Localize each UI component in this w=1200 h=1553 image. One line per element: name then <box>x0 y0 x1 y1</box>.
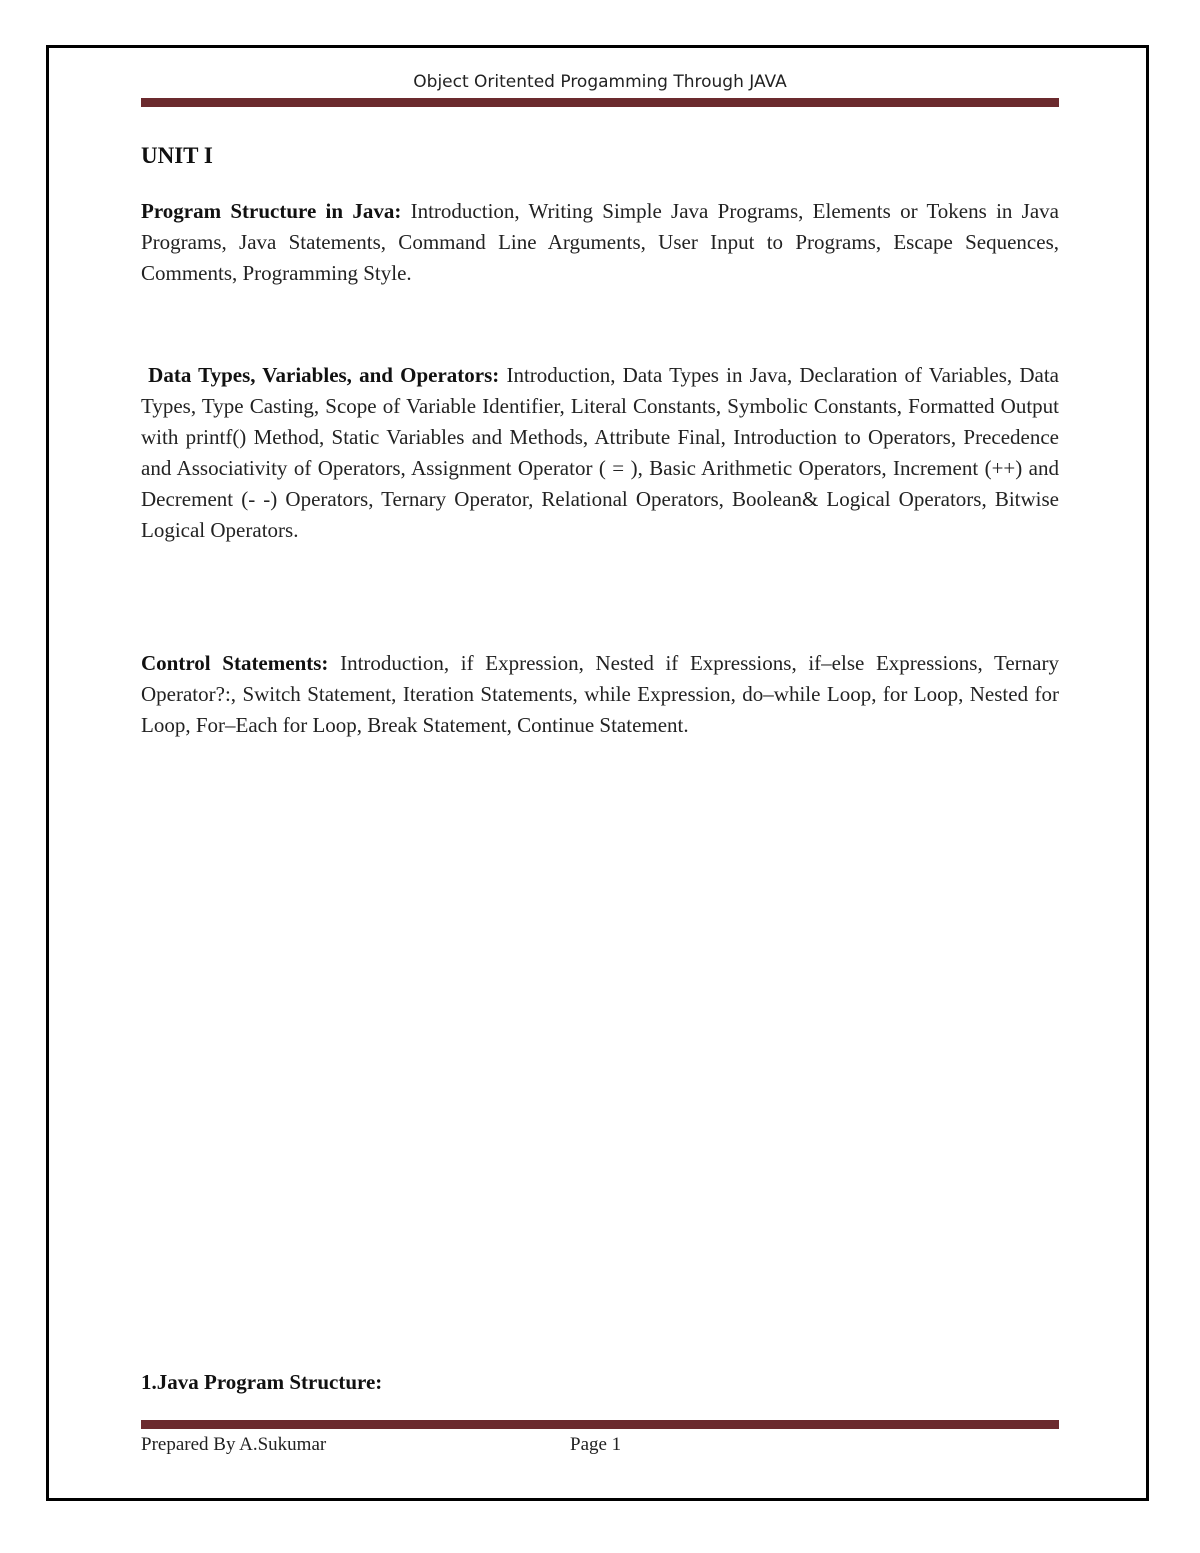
paragraph-label: Program Structure in Java: <box>141 199 402 223</box>
footer-prepared-by: Prepared By A.Sukumar <box>141 1434 327 1455</box>
paragraph-label: Data Types, Variables, and Operators: <box>148 363 500 387</box>
footer-page-number: Page 1 <box>570 1434 622 1455</box>
header-title: Object Oritented Progamming Through JAVA <box>413 72 787 92</box>
paragraph-text: Introduction, if Expression, Nested if Expressions, if–else Expressions, Ternary Operator?:, Switch Statement, Iteration Statements, while Expression, do–while Loop, for Loop, Nested for Loop, For–Each for Loop, Break Statement, Continue Statement. <box>141 651 1059 737</box>
paragraph-text: Introduction, Data Types in Java, Declaration of Variables, Data Types, Type Casting, Scope of Variable Identifier, Literal Constants, Symbolic Constants, Formatted Output with printf() Method, Static Variables and Methods, Attribute Final, Introduction to Operators, Precedence and Associativity of Operators, Assignment Operator ( = ), Basic Arithmetic Operators, Increment (++) and Decrement (- -) Operators, Ternary Operator, Relational Operators, Boolean& Logical Operators, Bitwise Logical Operators. <box>141 363 1059 542</box>
syllabus-paragraph-program-structure <box>141 196 1059 289</box>
paragraph-label: Control Statements: <box>141 651 329 675</box>
syllabus-paragraph-control-statements <box>141 648 1059 741</box>
footer-rule <box>141 1420 1059 1429</box>
unit-heading: UNIT I <box>141 143 213 168</box>
section-heading: 1.Java Program Structure: <box>141 1370 383 1394</box>
paragraph-text: Introduction, Writing Simple Java Programs, Elements or Tokens in Java Programs, Java Statements, Command Line Arguments, User Input to Programs, Escape Sequences, Comments, Programming Style. <box>141 199 1059 285</box>
syllabus-paragraph-data-types <box>141 360 1059 546</box>
header-rule <box>141 98 1059 107</box>
